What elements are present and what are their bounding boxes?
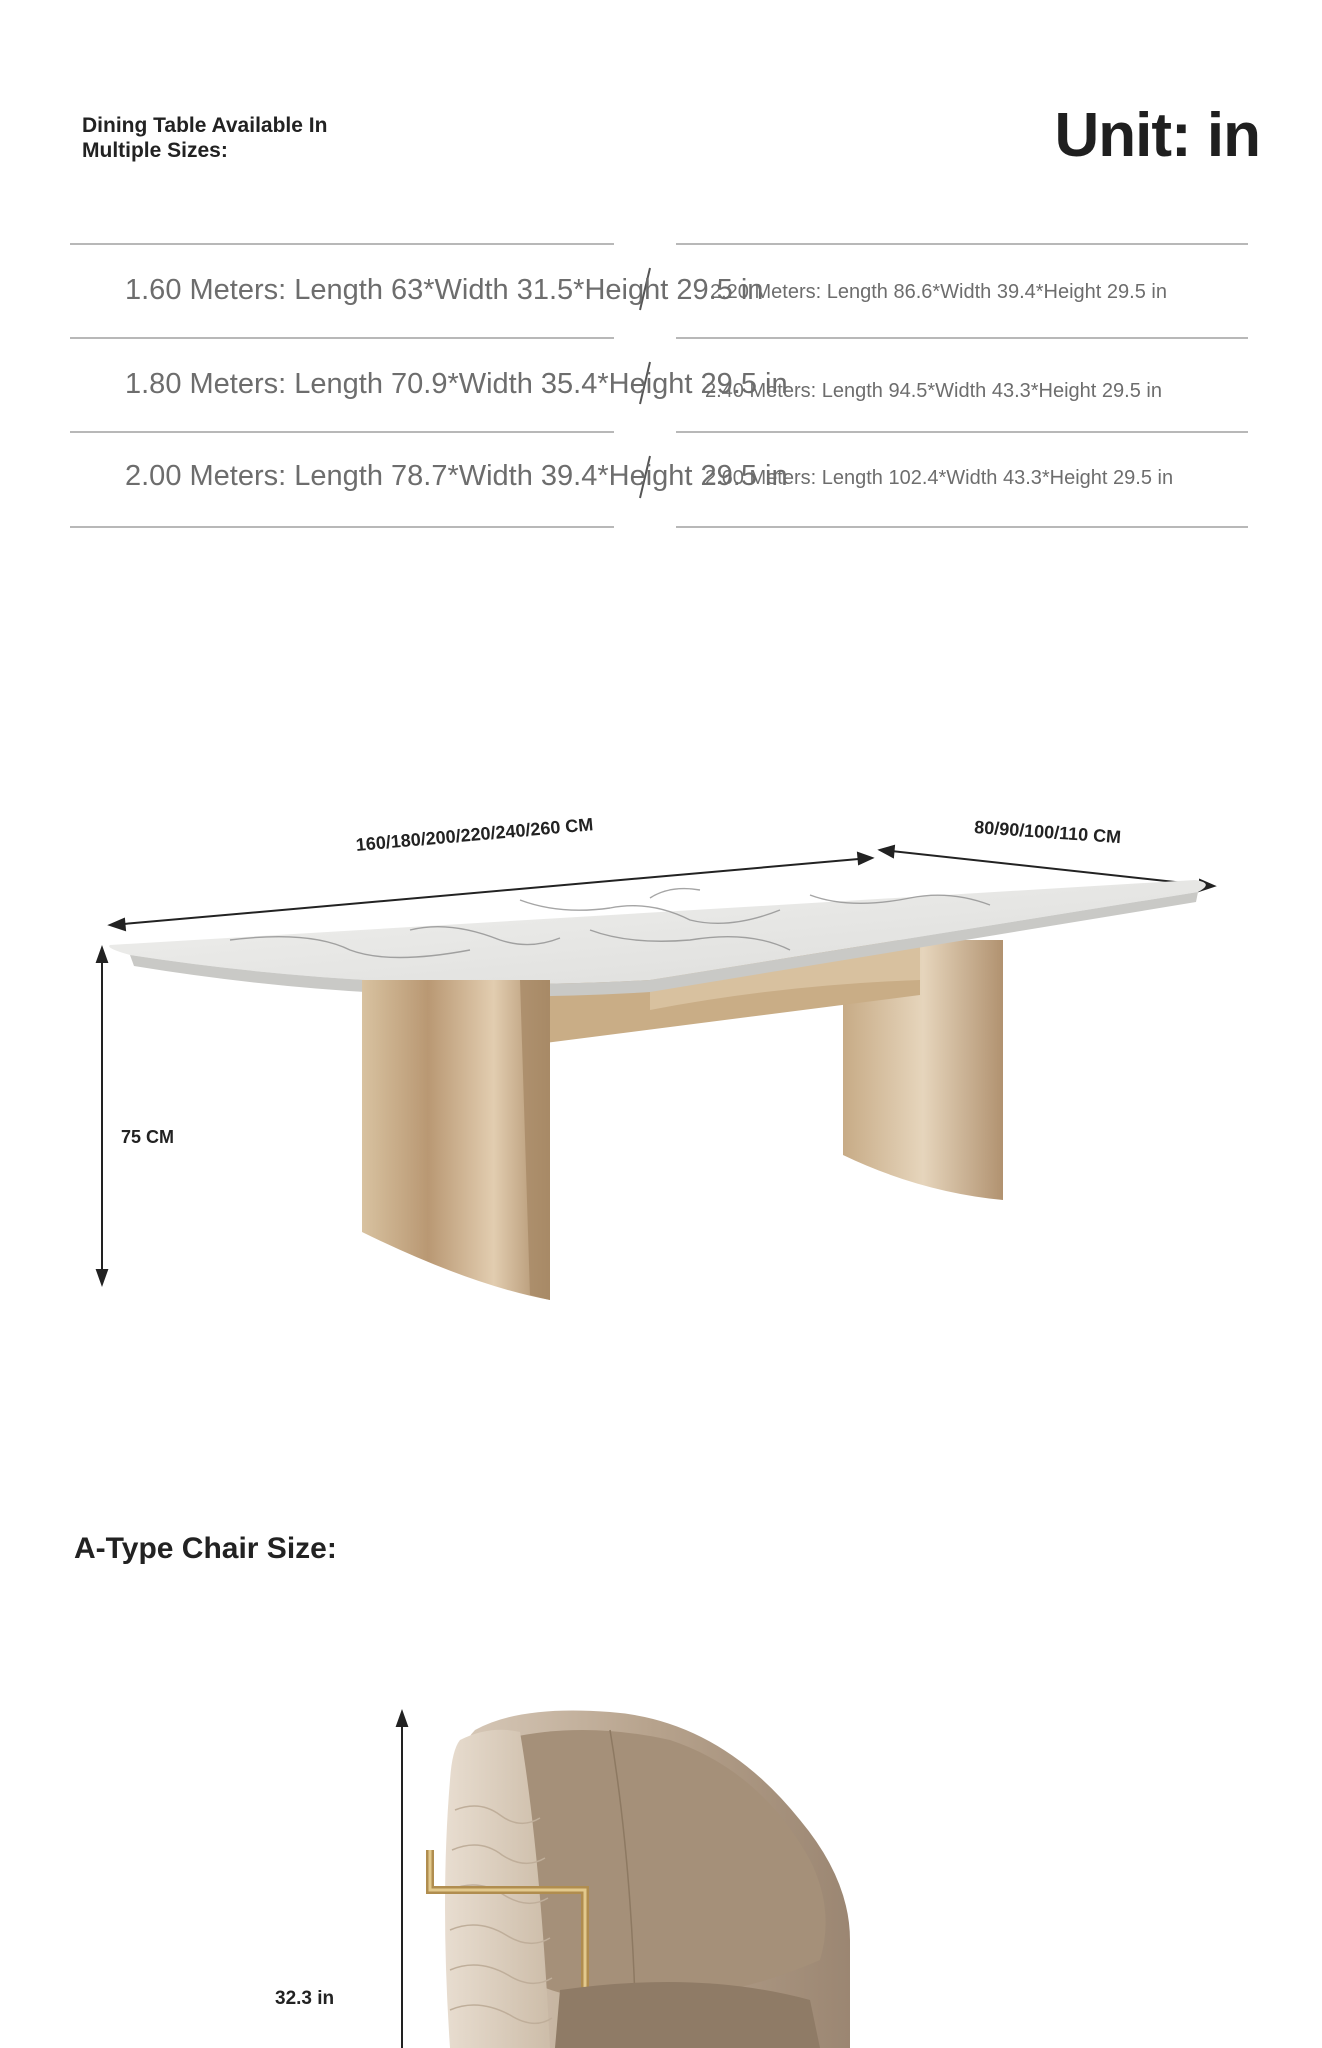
height-arrow — [97, 948, 107, 1284]
size-row: 2.60 Meters: Length 102.4*Width 43.3*Height 29.5 in — [705, 467, 1174, 489]
table-rule — [70, 337, 614, 339]
table-rule — [70, 431, 614, 433]
intro-line-2: Multiple Sizes: — [82, 139, 228, 162]
dining-table-diagram — [90, 780, 1240, 1380]
unit-label: Unit: in — [1054, 101, 1260, 170]
chair-height-arrow — [397, 1712, 407, 2048]
intro-line-1: Dining Table Available In — [82, 114, 328, 137]
width-label: 80/90/100/110 CM — [973, 817, 1122, 848]
size-row: 1.60 Meters: Length 63*Width 31.5*Height 29.5 in — [125, 274, 764, 306]
size-row: 1.80 Meters: Length 70.9*Width 35.4*Height 29.5 in — [125, 368, 788, 400]
table-rule — [676, 526, 1248, 528]
table-rule — [70, 526, 614, 528]
table-rule — [70, 243, 614, 245]
table-rule — [676, 431, 1248, 433]
table-rule — [676, 337, 1248, 339]
chair-diagram — [380, 1700, 940, 2048]
table-rule — [676, 243, 1248, 245]
length-label: 160/180/200/220/240/260 CM — [355, 814, 595, 855]
size-row: 2.20 Meters: Length 86.6*Width 39.4*Height 29.5 in — [710, 281, 1167, 303]
height-label: 75 CM — [121, 1127, 175, 1147]
intro-heading — [82, 113, 382, 163]
chair-section-title: A-Type Chair Size: — [74, 1532, 337, 1565]
size-row: 2.00 Meters: Length 78.7*Width 39.4*Height 29.5 in — [125, 460, 788, 492]
chair-height-label: 32.3 in — [275, 1988, 335, 2009]
size-row: 2.40 Meters: Length 94.5*Width 43.3*Height 29.5 in — [705, 380, 1162, 402]
